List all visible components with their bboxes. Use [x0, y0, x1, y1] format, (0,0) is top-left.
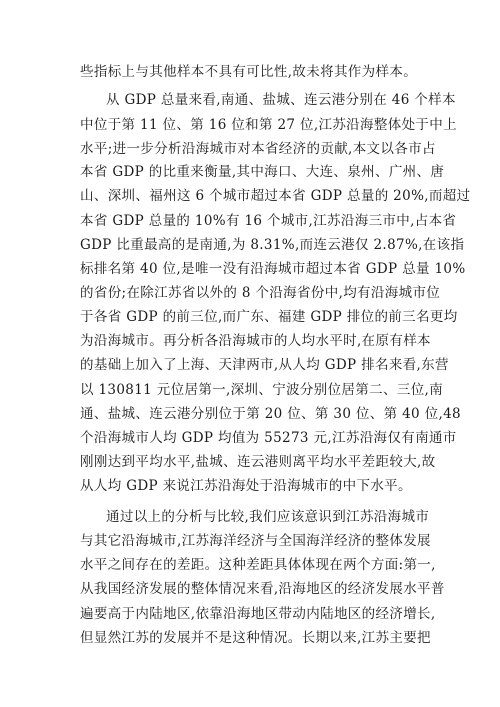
text-line: 从人均 GDP 来说江苏沿海处于沿海城市的中下水平。: [80, 478, 412, 494]
paragraph-first-line: 通过以上的分析与比较,我们应该意识到江苏沿海城市: [106, 509, 430, 525]
text-line: 为沿海城市。再分析各沿海城市的人均水平时,在原有样本: [80, 333, 431, 349]
text-line: 的基础上加入了上海、天津两市,从人均 GDP 排名来看,东营: [80, 357, 449, 373]
text-line: 山、深圳、福州这 6 个城市超过本省 GDP 总量的 20%,而超过: [80, 188, 471, 204]
text-line: 通、盐城、连云港分别位于第 20 位、第 30 位、第 40 位,48: [80, 406, 462, 422]
text-line: 的省份;在除江苏省以外的 8 个沿海省份中,均有沿海城市位: [80, 285, 441, 301]
text-line: 于各省 GDP 的前三位,而广东、福建 GDP 排位的前三名更均: [80, 309, 458, 325]
text-line: 本省 GDP 总量的 10%有 16 个城市,江苏沿海三市中,占本省: [80, 213, 457, 229]
text-line: 水平;进一步分析沿海城市对本省经济的贡献,本文以各市占: [80, 141, 436, 157]
text-line: 遍要高于内陆地区,依靠沿海地区带动内陆地区的经济增长,: [80, 606, 436, 622]
text-line: 刚刚达到平均水平,盐城、连云港则离平均水平差距较大,故: [80, 454, 436, 470]
text-line: 中位于第 11 位、第 16 位和第 27 位,江苏沿海整体处于中上: [80, 117, 457, 133]
text-line: 与其它沿海城市,江苏海洋经济与全国海洋经济的整体发展: [80, 533, 431, 549]
text-line: 本省 GDP 的比重来衡量,其中海口、大连、泉州、广州、唐: [80, 164, 445, 180]
text-line: 个沿海城市人均 GDP 均值为 55273 元,江苏沿海仅有南通市: [80, 430, 457, 446]
text-line: 从我国经济发展的整体情况来看,沿海地区的经济发展水平普: [80, 581, 445, 597]
text-line: 标排名第 40 位,是唯一没有沿海城市超过本省 GDP 总量 10%: [80, 261, 466, 277]
text-line: 以 130811 元位居第一,深圳、宁波分别位居第二、三位,南: [80, 382, 444, 398]
text-line: 水平之间存在的差距。这种差距具体体现在两个方面:第一,: [80, 557, 436, 573]
text-line: 但显然江苏的发展并不是这种情况。长期以来,江苏主要把: [80, 630, 431, 646]
text-line: GDP 比重最高的是南通,为 8.31%,而连云港仅 2.87%,在该指: [80, 237, 465, 253]
paragraph-first-line: 从 GDP 总量来看,南通、盐城、连云港分别在 46 个样本: [106, 92, 456, 108]
text-line: 些指标上与其他样本不具有可比性,故未将其作为样本。: [80, 64, 418, 80]
